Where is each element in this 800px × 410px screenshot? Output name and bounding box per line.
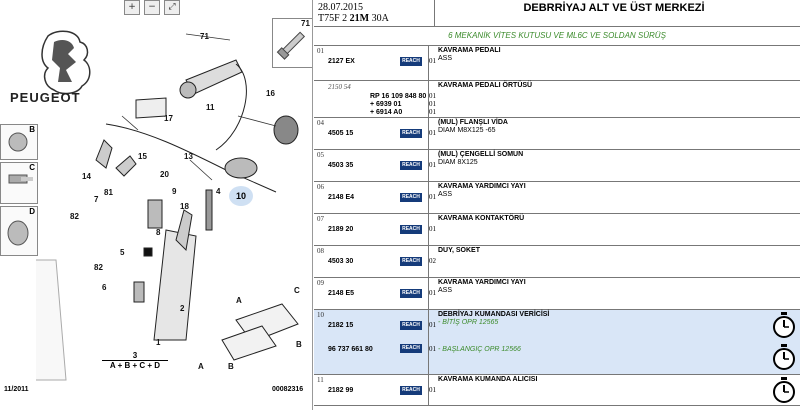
row-index: 07: [317, 215, 324, 223]
applicability-note: 6 MEKANİK VİTES KUTUSU VE ML6C VE SOLDAN SÜRÜŞ: [314, 27, 800, 46]
part-description: (MUL) ÇENGELLİ SOMUN: [438, 151, 524, 158]
zoom-out-button[interactable]: −: [144, 0, 160, 15]
callout-82[interactable]: 82: [70, 212, 79, 221]
reach-badge[interactable]: REACH: [400, 289, 422, 298]
reach-badge[interactable]: REACH: [400, 386, 422, 395]
thumbnail-label: D: [29, 207, 35, 216]
parts-header: [314, 0, 800, 27]
row-index: 04: [317, 119, 324, 127]
reach-badge[interactable]: REACH: [400, 161, 422, 170]
part-description: KAVRAMA PEDALI: [438, 47, 501, 54]
part-description: KAVRAMA KUMANDA ALICISI: [438, 376, 538, 383]
row-index: 09: [317, 279, 324, 287]
part-quantity: 01: [429, 225, 436, 233]
part-row[interactable]: [314, 278, 800, 310]
diagram-toolbar: [124, 0, 180, 14]
part-detail: ASS: [438, 191, 453, 198]
callout-20[interactable]: 20: [160, 170, 169, 179]
part-detail: DIAM M8X125 -65: [438, 127, 496, 134]
part-quantity: 01: [429, 129, 436, 137]
part-quantity: 01: [429, 193, 436, 201]
callout-a-2[interactable]: A: [198, 362, 204, 371]
part-row[interactable]: [314, 150, 800, 182]
parts-diagram-panel[interactable]: [0, 0, 313, 410]
model-prefix: T75F 2: [318, 13, 350, 24]
diagram-date: 11/2011: [4, 386, 29, 393]
part-quantity: 01: [429, 100, 436, 108]
part-reference[interactable]: 2148 E4: [328, 194, 355, 201]
part-reference[interactable]: 2148 E5: [328, 290, 355, 297]
part-row[interactable]: [314, 310, 800, 375]
labour-time-icon[interactable]: [772, 344, 796, 370]
reach-badge[interactable]: REACH: [400, 193, 422, 202]
parts-list-panel: [314, 0, 800, 410]
part-quantity: 02: [429, 257, 436, 265]
part-description: (MUL) FLANŞLI VİDA: [438, 119, 508, 126]
formula-kit-number: 3: [102, 351, 168, 361]
part-row[interactable]: [314, 118, 800, 150]
part-description: DEBRİYAJ KUMANDASI VERİCİSİ: [438, 311, 550, 318]
callout-4[interactable]: 4: [216, 187, 221, 196]
part-quantity: 01: [429, 108, 436, 116]
callout-2[interactable]: 2: [180, 304, 185, 313]
part-reference-alt[interactable]: 96 737 661 80: [328, 346, 373, 353]
row-index: 01: [317, 47, 324, 55]
callout-18[interactable]: 18: [180, 202, 189, 211]
part-description: KAVRAMA KONTAKTÖRÜ: [438, 215, 525, 222]
part-reference[interactable]: 4505 15: [328, 130, 354, 137]
part-quantity: 01: [429, 92, 436, 100]
part-quantity: 01: [429, 386, 436, 394]
part-row[interactable]: [314, 214, 800, 246]
part-description: KAVRAMA YARDIMCI YAYI: [438, 183, 526, 190]
callout-13[interactable]: 13: [184, 152, 193, 161]
row-index: 10: [317, 311, 324, 319]
zoom-in-button[interactable]: +: [124, 0, 140, 15]
row-index: 11: [317, 376, 324, 384]
row-index: 08: [317, 247, 324, 255]
exploded-view-drawing: [36, 20, 306, 390]
zoom-fit-button[interactable]: ⤢: [164, 0, 180, 15]
part-row[interactable]: [314, 46, 800, 81]
formula-components: A + B + C + D: [109, 361, 161, 370]
reach-badge[interactable]: REACH: [400, 344, 422, 353]
vehicle-model: [318, 13, 389, 24]
alt-part-reference[interactable]: + 6914 A0: [370, 109, 403, 116]
validity-start: - BAŞLANGIÇ OPR 12566: [438, 346, 521, 353]
kit-formula: [102, 351, 168, 370]
part-reference[interactable]: 2189 20: [328, 226, 354, 233]
callout-c[interactable]: C: [294, 286, 300, 295]
alt-part-reference[interactable]: + 6939 01: [370, 101, 402, 108]
thumbnail-label: B: [29, 125, 35, 134]
part-reference[interactable]: 2127 EX: [328, 58, 355, 65]
inset-callout: 71: [301, 19, 310, 28]
reach-badge[interactable]: REACH: [400, 321, 422, 330]
part-detail: DIAM 8X125: [438, 159, 478, 166]
catalog-date: 28.07.2015: [318, 2, 363, 13]
part-row[interactable]: [314, 81, 800, 118]
callout-11[interactable]: 11: [206, 103, 215, 112]
model-code: 21M: [349, 13, 370, 24]
part-quantity: 01: [429, 161, 436, 169]
callout-10-highlight[interactable]: [229, 186, 253, 206]
part-quantity: 01: [429, 289, 436, 297]
reach-badge[interactable]: REACH: [400, 257, 422, 266]
part-quantity: 01: [429, 345, 436, 353]
callout-16[interactable]: 16: [266, 89, 275, 98]
callout-15[interactable]: 15: [138, 152, 147, 161]
part-reference[interactable]: 4503 30: [328, 258, 354, 265]
part-detail: ASS: [438, 55, 453, 62]
callout-14[interactable]: 14: [82, 172, 91, 181]
thumbnail-label: C: [29, 163, 35, 172]
part-description: DUY, SOKET: [438, 247, 481, 254]
callout-82-b[interactable]: 82: [94, 263, 103, 272]
callout-9[interactable]: 9: [172, 187, 177, 196]
alt-part-reference[interactable]: RP 16 109 848 80: [370, 93, 427, 100]
labour-time-icon[interactable]: [772, 377, 796, 403]
part-row[interactable]: [314, 182, 800, 214]
row-index: 06: [317, 183, 324, 191]
reach-badge[interactable]: REACH: [400, 57, 422, 66]
row-index: 05: [317, 151, 324, 159]
part-row[interactable]: [314, 375, 800, 406]
page-title: DEBRRİYAJ ALT VE ÜST MERKEZİ: [523, 2, 705, 14]
part-quantity: 01: [429, 321, 436, 329]
reach-badge[interactable]: REACH: [400, 129, 422, 138]
part-reference[interactable]: 2182 99: [328, 387, 354, 394]
callout-10: 10: [235, 191, 246, 201]
brand-name: PEUGEOT: [10, 90, 81, 105]
part-row[interactable]: [314, 246, 800, 278]
callout-8[interactable]: 8: [156, 228, 161, 237]
parts-table: [314, 46, 800, 406]
validity-end: - BİTİŞ OPR 12565: [438, 319, 499, 326]
callout-71[interactable]: 71: [200, 32, 209, 41]
thumbnail-b[interactable]: [0, 124, 38, 160]
callout-7[interactable]: 7: [94, 195, 99, 204]
part-quantity: 01: [429, 57, 436, 65]
callout-1[interactable]: 1: [156, 338, 161, 347]
callout-b[interactable]: B: [296, 340, 302, 349]
part-detail: ASS: [438, 287, 453, 294]
part-reference[interactable]: 2182 15: [328, 322, 354, 329]
reach-badge[interactable]: REACH: [400, 225, 422, 234]
diagram-code: 00082316: [272, 386, 304, 393]
callout-81[interactable]: 81: [104, 188, 113, 197]
callout-5[interactable]: 5: [120, 248, 125, 257]
model-suffix: 30A: [369, 13, 389, 24]
part-reference[interactable]: 4503 35: [328, 162, 354, 169]
callout-17[interactable]: 17: [164, 114, 173, 123]
part-description: KAVRAMA YARDIMCI YAYI: [438, 279, 526, 286]
callout-b-2[interactable]: B: [228, 362, 234, 371]
thumbnail-c[interactable]: [0, 162, 38, 204]
labour-time-icon[interactable]: [772, 312, 796, 338]
callout-6[interactable]: 6: [102, 283, 107, 292]
part-reference[interactable]: 2150 54: [328, 83, 351, 91]
callout-a[interactable]: A: [236, 296, 242, 305]
thumbnail-d[interactable]: [0, 206, 38, 256]
part-description: KAVRAMA PEDALI ÖRTÜSÜ: [438, 82, 533, 89]
